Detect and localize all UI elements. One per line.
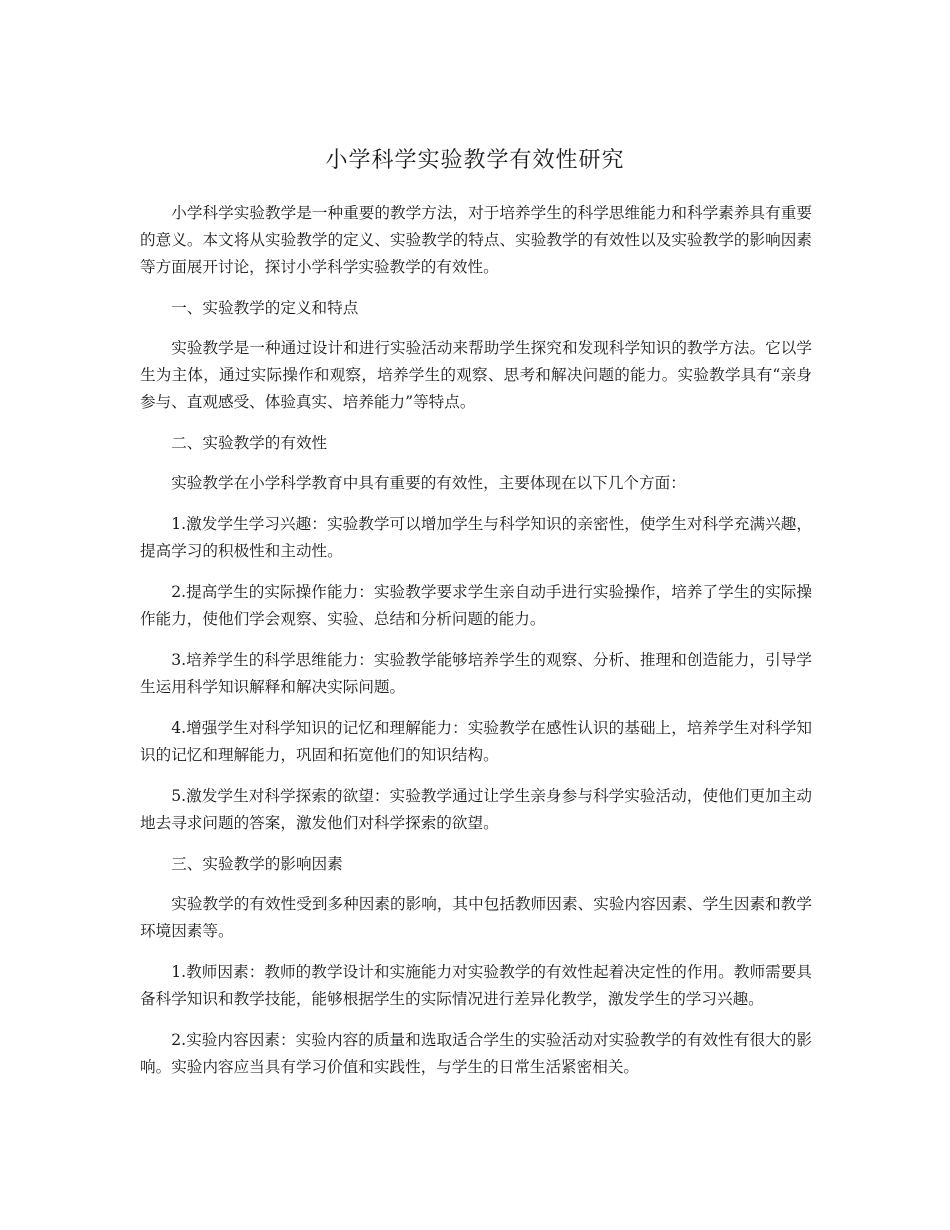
document-title: 小学科学实验教学有效性研究 bbox=[325, 148, 625, 173]
body-paragraph: 实验教学的有效性受到多种因素的影响，其中包括教师因素、实验内容因素、学生因素和教学环境因素等。 bbox=[140, 895, 812, 940]
list-item: 1.激发学生学习兴趣：实验教学可以增加学生与科学知识的亲密性，使学生对科学充满兴趣，提高学习的积极性和主动性。 bbox=[140, 515, 812, 560]
list-item: 3.培养学生的科学思维能力：实验教学能够培养学生的观察、分析、推理和创造能力，引导学生运用科学知识解释和解决实际问题。 bbox=[140, 651, 812, 696]
section-heading-3: 三、实验教学的影响因素 bbox=[171, 855, 343, 873]
list-item: 5.激发学生对科学探索的欲望：实验教学通过让学生亲身参与科学实验活动，使他们更加主动地去寻求问题的答案，激发他们对科学探索的欲望。 bbox=[140, 787, 812, 832]
section-heading-1: 一、实验教学的定义和特点 bbox=[171, 299, 359, 317]
section-heading-2: 二、实验教学的有效性 bbox=[171, 434, 328, 452]
list-item: 2.提高学生的实际操作能力：实验教学要求学生亲自动手进行实验操作，培养了学生的实际操作能力，使他们学会观察、实验、总结和分析问题的能力。 bbox=[140, 583, 812, 628]
document-body bbox=[140, 200, 812, 1095]
list-item: 2.实验内容因素：实验内容的质量和选取适合学生的实验活动对实验教学的有效性有很大的影响。实验内容应当具有学习价值和实践性，与学生的日常生活紧密相关。 bbox=[140, 1031, 812, 1076]
body-paragraph: 实验教学是一种通过设计和进行实验活动来帮助学生探究和发现科学知识的教学方法。它以学生为主体，通过实际操作和观察，培养学生的观察、思考和解决问题的能力。实验教学具有“亲身参与、直观感受、体验真实、培养能力”等特点。 bbox=[140, 339, 812, 411]
list-item: 1.教师因素：教师的教学设计和实施能力对实验教学的有效性起着决定性的作用。教师需要具备科学知识和教学技能，能够根据学生的实际情况进行差异化教学，激发学生的学习兴趣。 bbox=[140, 963, 812, 1008]
intro-paragraph: 小学科学实验教学是一种重要的教学方法，对于培养学生的科学思维能力和科学素养具有重要的意义。本文将从实验教学的定义、实验教学的特点、实验教学的有效性以及实验教学的影响因素等方面展开讨论，探讨小学科学实验教学的有效性。 bbox=[140, 204, 812, 276]
body-paragraph: 实验教学在小学科学教育中具有重要的有效性，主要体现在以下几个方面： bbox=[171, 474, 686, 492]
list-item: 4.增强学生对科学知识的记忆和理解能力：实验教学在感性认识的基础上，培养学生对科学知识的记忆和理解能力，巩固和拓宽他们的知识结构。 bbox=[140, 719, 812, 764]
